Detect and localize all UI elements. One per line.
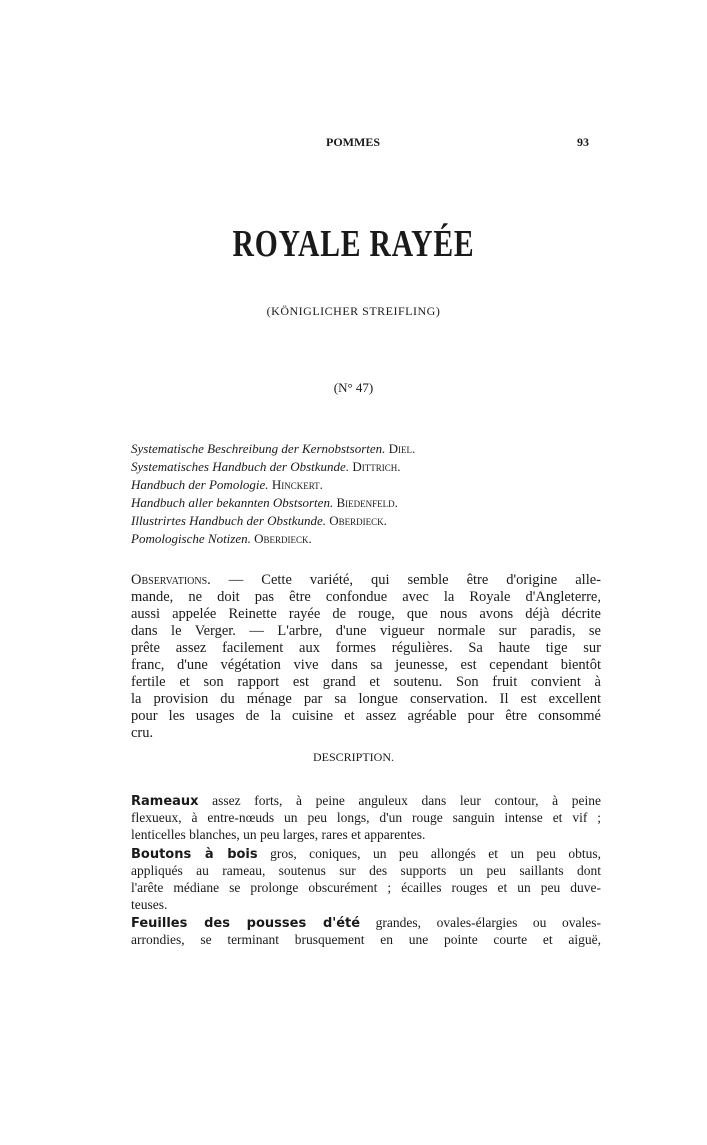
text-line (131, 845, 601, 863)
text-span: assez forts, à peine anguleux dans leur contour, à peine (212, 793, 601, 808)
reference-item (131, 458, 415, 476)
reference-item (131, 440, 415, 458)
text-line: franc, d'une végétation vive dans sa jeunesse, est cependant bientôt (131, 657, 601, 673)
variety-number: (N° 47) (333, 380, 374, 395)
text-line: arrondies, se terminant brusquement en une pointe courte et aiguë, (131, 932, 601, 947)
text-line: la provision du ménage par sa longue conservation. Il est excellent (131, 691, 601, 707)
text-line: l'arête médiane se prolonge obscurément ; écailles rouges et un peu duve- (131, 880, 601, 895)
text-span: gros, coniques, un peu allongés et un peu obtus, (270, 846, 601, 861)
description-label: Rameaux (131, 794, 199, 809)
text-line: prête assez facilement aux formes régulières. Sa haute tige sur (131, 640, 601, 656)
reference-author: Oberdieck. (254, 531, 312, 546)
reference-item (131, 530, 415, 548)
reference-work: Illustrirtes Handbuch der Obstkunde. (131, 513, 326, 528)
reference-item (131, 494, 415, 512)
description-heading: DESCRIPTION. (312, 750, 394, 764)
reference-work: Systematische Beschreibung der Kernobstsorten. (131, 441, 386, 456)
text-line: lenticelles blanches, un peu larges, rares et apparentes. (131, 827, 426, 842)
text-line (131, 572, 601, 589)
text-line (131, 792, 601, 810)
reference-list (131, 440, 415, 548)
text-line: appliqués au rameau, soutenus sur des supports un peu saillants dont (131, 863, 601, 878)
text-line: flexueux, à entre-nœuds un peu longs, d'un rouge sanguin intense et vif ; (131, 810, 601, 825)
reference-author: Diel. (388, 441, 416, 456)
description-label: Feuilles des pousses d'été (131, 916, 361, 931)
text-span: grandes, ovales-élargies ou ovales- (375, 915, 601, 930)
text-line: dans le Verger. — L'arbre, d'une vigueur normale sur paradis, se (131, 623, 601, 639)
text-line: teuses. (131, 897, 168, 912)
text-line: cru. (131, 725, 154, 741)
reference-work: Pomologische Notizen. (131, 531, 251, 546)
observations-label: Observations. (131, 572, 211, 588)
running-title: POMMES (326, 135, 380, 149)
reference-work: Systematisches Handbuch der Obstkunde. (131, 459, 350, 474)
reference-author: Hinckert. (271, 477, 323, 492)
text-line (131, 914, 601, 932)
reference-item (131, 512, 415, 530)
subtitle: (KÖNIGLICHER STREIFLING) (266, 304, 441, 318)
reference-author: Dittrich. (352, 459, 401, 474)
reference-work: Handbuch aller bekannten Obstsorten. (131, 495, 334, 510)
text-span: — Cette variété, qui semble être d'origine alle- (228, 572, 601, 588)
text-line: fertile et son rapport est grand et soutenu. Son fruit convient à (131, 674, 601, 690)
reference-item (131, 476, 415, 494)
reference-author: Oberdieck. (329, 513, 387, 528)
reference-work: Handbuch der Pomologie. (131, 477, 269, 492)
description-label: Boutons à bois (131, 847, 258, 862)
text-line: aussi appelée Reinette rayée de rouge, que nous avons déjà décrite (131, 606, 601, 622)
reference-author: Biedenfeld. (336, 495, 398, 510)
text-line: mande, ne doit pas être confondue avec la Royale d'Angleterre, (131, 589, 601, 605)
page-title: ROYALE RAYÉE (232, 223, 475, 265)
page-number: 93 (577, 135, 589, 149)
text-line: pour les usages de la cuisine et assez agréable pour être consommé (131, 708, 601, 724)
